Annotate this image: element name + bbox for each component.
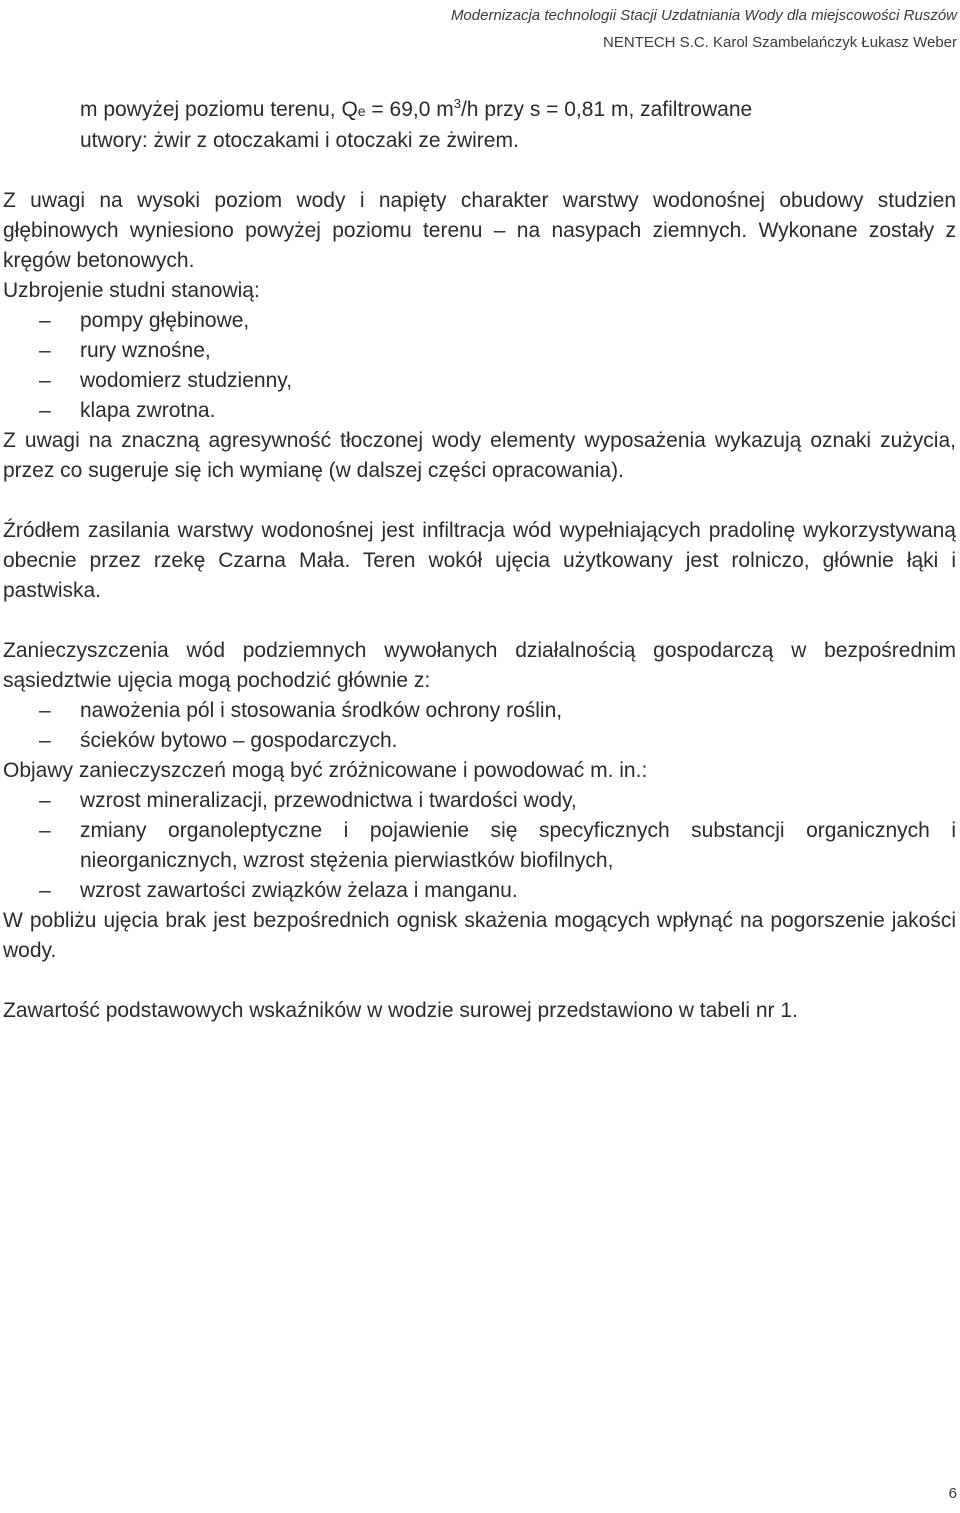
list-item-text: wzrost zawartości związków żelaza i manganu.	[80, 879, 518, 902]
list-item-text: zmiany organoleptyczne i pojawienie się specyficznych substancji organicznych i nieorganicznych, wzrost stężenia pierwiastków biofilnych,	[80, 819, 956, 872]
list-item	[3, 366, 956, 396]
intro-text-b: = 69,0 m	[365, 98, 454, 121]
page-number: 6	[948, 1485, 957, 1502]
dash-bullet: –	[39, 879, 51, 902]
paragraph-pollution-sources: Zanieczyszczenia wód podziemnych wywołanych działalnością gospodarczą w bezpośrednim sąsiedztwie ujęcia mogą pochodzić głównie z:	[3, 639, 956, 692]
list-item	[3, 786, 956, 816]
list-item	[3, 726, 956, 756]
equipment-list	[3, 306, 956, 426]
intro-text-c: /h przy s = 0,81 m, zafiltrowane	[460, 98, 753, 121]
paragraph-table-reference: Zawartość podstawowych wskaźników w wodzie surowej przedstawiono w tabeli nr 1.	[3, 999, 798, 1022]
dash-bullet: –	[39, 819, 51, 842]
intro-superscript: 3	[453, 96, 461, 111]
dash-bullet: –	[39, 729, 51, 752]
dash-bullet: –	[39, 789, 51, 812]
paragraph-contamination-risk: W pobliżu ujęcia brak jest bezpośrednich ognisk skażenia mogących wpłynąć na pogorszenie jakości wody.	[3, 909, 956, 962]
pollution-sources-list	[3, 696, 956, 756]
paragraph-housing: Z uwagi na wysoki poziom wody i napięty charakter warstwy wodonośnej obudowy studzien głębinowych wyniesiono powyżej poziomu terenu – na nasypach ziemnych. Wykonane zostały z kręgów betonowych.	[3, 189, 956, 272]
list-item	[3, 876, 956, 906]
list-item-text: pompy głębinowe,	[80, 309, 250, 332]
intro-text-line2: utwory: żwir z otoczakami i otoczaki ze żwirem.	[80, 129, 519, 152]
list-item-text: ścieków bytowo – gospodarczych.	[80, 729, 398, 752]
intro-subscript: e	[357, 103, 366, 119]
pollution-symptoms-list	[3, 786, 956, 906]
dash-bullet: –	[39, 399, 51, 422]
list-item	[3, 306, 956, 336]
list-item-text: nawożenia pól i stosowania środków ochrony roślin,	[80, 699, 563, 722]
list-item	[3, 696, 956, 726]
list-item	[3, 336, 956, 366]
dash-bullet: –	[39, 339, 51, 362]
paragraph-corrosion: Z uwagi na znaczną agresywność tłoczonej wody elementy wyposażenia wykazują oznaki zużycia, przez co sugeruje się ich wymianę (w dalszej części opracowania).	[3, 429, 956, 482]
paragraph-pollution-symptoms: Objawy zanieczyszczeń mogą być zróżnicowane i powodować m. in.:	[3, 759, 648, 782]
dash-bullet: –	[39, 699, 51, 722]
paragraph-recharge-source: Źródłem zasilania warstwy wodonośnej jest infiltracja wód wypełniających pradolinę wykorzystywaną obecnie przez rzekę Czarna Mała. Teren wokół ujęcia użytkowany jest rolniczo, głównie łąki i pastwiska.	[3, 519, 956, 602]
list-item-text: wodomierz studzienny,	[80, 369, 293, 392]
dash-bullet: –	[39, 309, 51, 332]
intro-text-a: m powyżej poziomu terenu, Q	[80, 98, 358, 121]
list-item	[3, 396, 956, 426]
list-item-text: wzrost mineralizacji, przewodnictwa i twardości wody,	[80, 789, 577, 812]
list-item-text: klapa zwrotna.	[80, 399, 216, 422]
header-project-title: Modernizacja technologii Stacji Uzdatniania Wody dla miejscowości Ruszów	[450, 7, 957, 24]
header-company: NENTECH S.C. Karol Szambelańczyk Łukasz Weber	[602, 34, 957, 51]
page-header	[451, 2, 957, 56]
dash-bullet: –	[39, 369, 51, 392]
paragraph-equipment-intro: Uzbrojenie studni stanowią:	[3, 279, 260, 302]
intro-paragraph	[3, 95, 956, 156]
document-body	[3, 95, 956, 1026]
list-item	[3, 816, 956, 876]
list-item-text: rury wznośne,	[80, 339, 211, 362]
